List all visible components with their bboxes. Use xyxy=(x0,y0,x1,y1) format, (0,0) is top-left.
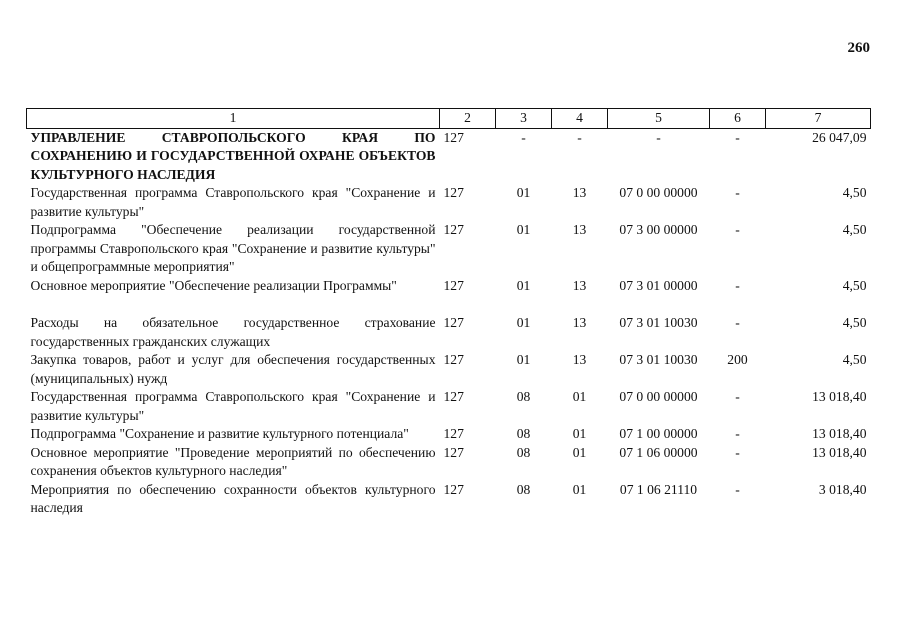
row-name: Основное мероприятие "Обеспечение реализации Программы" xyxy=(30,277,397,293)
cell-code: 127 xyxy=(443,277,464,293)
cell-target-article: 07 3 01 00000 xyxy=(619,277,698,293)
cell-expense-type: - xyxy=(735,426,740,441)
column-header: 3 xyxy=(496,109,552,129)
cell-target-article: 07 1 06 00000 xyxy=(619,444,698,460)
cell-amount: 4,50 xyxy=(842,315,867,330)
cell-subsection: 13 xyxy=(572,222,587,237)
cell-code: 127 xyxy=(443,481,464,497)
cell-section: 08 xyxy=(516,444,531,460)
cell-target-article: 07 1 06 21110 xyxy=(619,481,698,497)
row-name: Расходы на обязательное государственное страхование государственных гражданских служащих xyxy=(30,315,436,349)
column-header: 4 xyxy=(552,109,608,129)
cell-subsection: 13 xyxy=(572,277,587,293)
cell-amount: 4,50 xyxy=(842,185,867,200)
row-name: Государственная программа Ставропольского края "Сохранение и развитие культуры" xyxy=(30,389,436,423)
budget-table xyxy=(26,108,871,518)
cell-section: 08 xyxy=(516,481,531,497)
cell-subsection: 01 xyxy=(572,389,587,404)
cell-amount: 13 018,40 xyxy=(812,444,867,460)
cell-amount: 4,50 xyxy=(842,352,867,367)
table-row xyxy=(27,277,871,315)
table-row xyxy=(27,184,871,221)
cell-target-article: 07 3 00 00000 xyxy=(619,222,698,237)
column-header: 7 xyxy=(766,109,871,129)
cell-expense-type: - xyxy=(735,277,740,293)
cell-amount: 13 018,40 xyxy=(812,389,867,404)
cell-code: 127 xyxy=(443,222,464,237)
table-row xyxy=(27,388,871,425)
cell-code: 127 xyxy=(443,185,464,200)
cell-expense-type: - xyxy=(735,481,740,497)
cell-subsection: 13 xyxy=(572,315,587,330)
cell-subsection: 01 xyxy=(572,426,587,441)
cell-expense-type: - xyxy=(735,129,740,145)
cell-section: - xyxy=(521,129,526,145)
table-row xyxy=(27,425,871,444)
column-header: 1 xyxy=(27,109,440,129)
row-name: Закупка товаров, работ и услуг для обеспечения государственных (муниципальных) нужд xyxy=(30,352,436,386)
cell-subsection: 13 xyxy=(572,352,587,367)
cell-code: 127 xyxy=(443,352,464,367)
table-row xyxy=(27,481,871,518)
row-name: Мероприятия по обеспечению сохранности объектов культурного наследия xyxy=(30,481,436,515)
cell-target-article: 07 0 00 00000 xyxy=(619,389,698,404)
table-row xyxy=(27,444,871,481)
cell-section: 01 xyxy=(516,277,531,293)
row-name: Подпрограмма "Сохранение и развитие культурного потенциала" xyxy=(30,426,409,441)
header-row xyxy=(27,109,871,129)
cell-target-article: - xyxy=(656,129,661,145)
cell-subsection: 13 xyxy=(572,185,587,200)
cell-amount: 4,50 xyxy=(842,277,867,293)
cell-code: 127 xyxy=(443,444,464,460)
cell-section: 01 xyxy=(516,352,531,367)
column-header: 2 xyxy=(440,109,496,129)
cell-section: 08 xyxy=(516,426,531,441)
cell-code: 127 xyxy=(443,389,464,404)
cell-section: 08 xyxy=(516,389,531,404)
cell-target-article: 07 1 00 00000 xyxy=(619,426,698,441)
cell-amount: 26 047,09 xyxy=(812,129,867,145)
table-row xyxy=(27,314,871,351)
cell-amount: 4,50 xyxy=(842,222,867,237)
table-row xyxy=(27,351,871,388)
table-row xyxy=(27,221,871,277)
cell-code: 127 xyxy=(443,129,464,145)
cell-expense-type: - xyxy=(735,185,740,200)
column-header: 6 xyxy=(710,109,766,129)
cell-section: 01 xyxy=(516,222,531,237)
cell-expense-type: - xyxy=(735,389,740,404)
cell-subsection: 01 xyxy=(572,481,587,497)
cell-subsection: - xyxy=(577,129,582,145)
cell-section: 01 xyxy=(516,185,531,200)
cell-amount: 3 018,40 xyxy=(818,481,867,497)
table-row xyxy=(27,128,871,184)
cell-expense-type: - xyxy=(735,444,740,460)
cell-expense-type: 200 xyxy=(727,352,748,367)
cell-code: 127 xyxy=(443,426,464,441)
cell-target-article: 07 3 01 10030 xyxy=(619,352,698,367)
cell-subsection: 01 xyxy=(572,444,587,460)
cell-code: 127 xyxy=(443,315,464,330)
row-name: Основное мероприятие "Проведение мероприятий по обеспечению сохранения объектов культурного наследия" xyxy=(30,444,436,478)
column-header: 5 xyxy=(608,109,710,129)
cell-target-article: 07 3 01 10030 xyxy=(619,315,698,330)
cell-target-article: 07 0 00 00000 xyxy=(619,185,698,200)
row-name: Государственная программа Ставропольского края "Сохранение и развитие культуры" xyxy=(30,185,436,219)
row-name: УПРАВЛЕНИЕ СТАВРОПОЛЬСКОГО КРАЯ ПО СОХРАНЕНИЮ И ГОСУДАРСТВЕННОЙ ОХРАНЕ ОБЪЕКТОВ КУЛЬТУРНОГО НАСЛЕДИЯ xyxy=(30,129,436,182)
cell-expense-type: - xyxy=(735,315,740,330)
page-number: 260 xyxy=(847,40,870,56)
cell-section: 01 xyxy=(516,315,531,330)
cell-amount: 13 018,40 xyxy=(812,426,867,441)
cell-expense-type: - xyxy=(735,222,740,237)
row-name: Подпрограмма "Обеспечение реализации государственной программы Ставропольского края "Сохранение и развитие культуры" и общепрограммные мероприятия" xyxy=(30,222,436,274)
